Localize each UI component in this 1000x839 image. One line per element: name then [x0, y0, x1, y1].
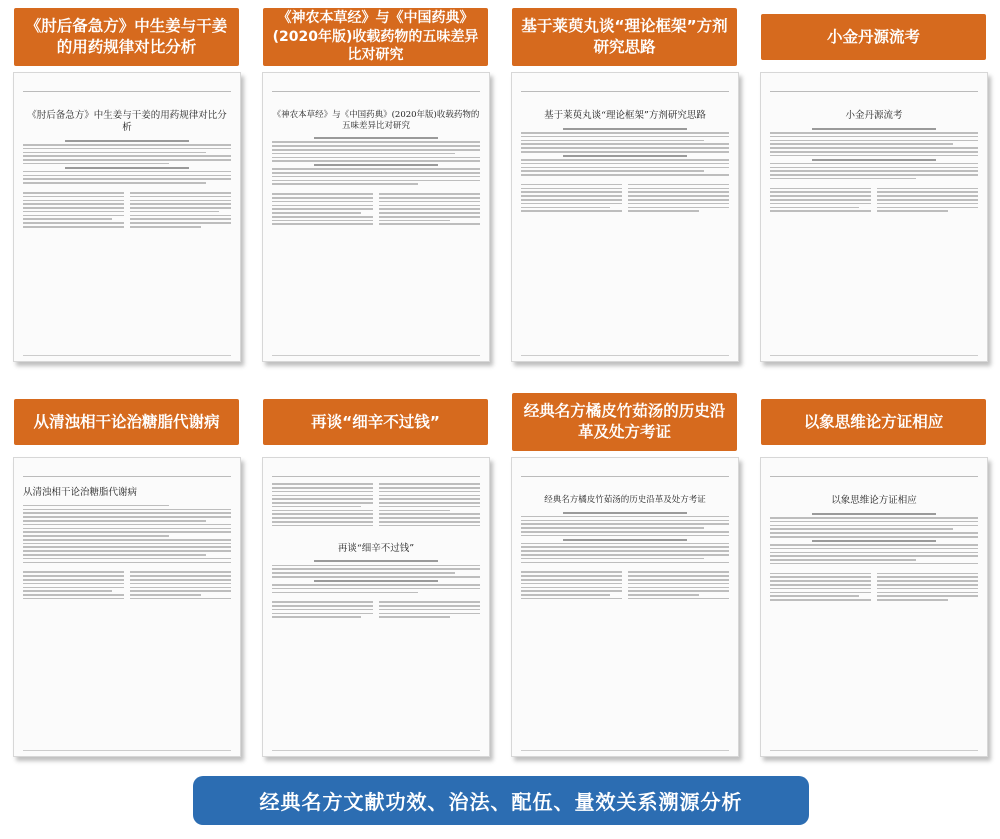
paper-thumbnail[interactable]: [760, 457, 988, 757]
summary-banner: 经典名方文献功效、治法、配伍、量效关系溯源分析: [193, 776, 809, 825]
paper-tag: 《肘后备急方》中生姜与干姜的用药规律对比分析: [14, 8, 239, 66]
paper-card[interactable]: [8, 8, 245, 368]
paper-tag: 小金丹源流考: [761, 14, 986, 60]
paper-card[interactable]: [506, 393, 743, 763]
paper-card[interactable]: [506, 8, 743, 368]
paper-card[interactable]: [8, 393, 245, 763]
paper-card[interactable]: [257, 393, 494, 763]
paper-tag: 从清浊相干论治糖脂代谢病: [14, 399, 239, 445]
paper-tag: 经典名方橘皮竹茹汤的历史沿革及处方考证: [512, 393, 737, 451]
paper-thumbnail[interactable]: [511, 457, 739, 757]
paper-title: 《肘后备急方》中生姜与干姜的用药规律对比分析: [27, 110, 227, 133]
paper-thumbnail[interactable]: [511, 72, 739, 362]
paper-thumbnail[interactable]: [760, 72, 988, 362]
paper-title: 以象思维论方证相应: [831, 495, 917, 506]
paper-thumbnail[interactable]: [13, 72, 241, 362]
paper-thumbnail[interactable]: [262, 457, 490, 757]
paper-card[interactable]: [257, 8, 494, 368]
paper-card[interactable]: [755, 8, 992, 368]
paper-title: 从清浊相干论治糖脂代谢病: [23, 487, 138, 498]
paper-thumbnail[interactable]: [13, 457, 241, 757]
paper-title: 经典名方橘皮竹茹汤的历史沿革及处方考证: [544, 495, 706, 505]
paper-thumbnail[interactable]: [262, 72, 490, 362]
paper-title: 基于莱萸丸谈“理论框架”方剂研究思路: [544, 110, 706, 121]
paper-title: 小金丹源流考: [845, 110, 903, 121]
paper-card[interactable]: [755, 393, 992, 763]
paper-title: 《神农本草经》与《中国药典》(2020年版)收载药物的五味差异比对研究: [272, 110, 480, 131]
paper-tag: 再谈“细辛不过钱”: [263, 399, 488, 445]
paper-title: 再谈“细辛不过钱”: [337, 542, 415, 554]
paper-tag: 基于莱萸丸谈“理论框架”方剂研究思路: [512, 8, 737, 66]
paper-tag: 《神农本草经》与《中国药典》(2020年版)收载药物的五味差异比对研究: [263, 8, 488, 66]
paper-tag: 以象思维论方证相应: [761, 399, 986, 445]
